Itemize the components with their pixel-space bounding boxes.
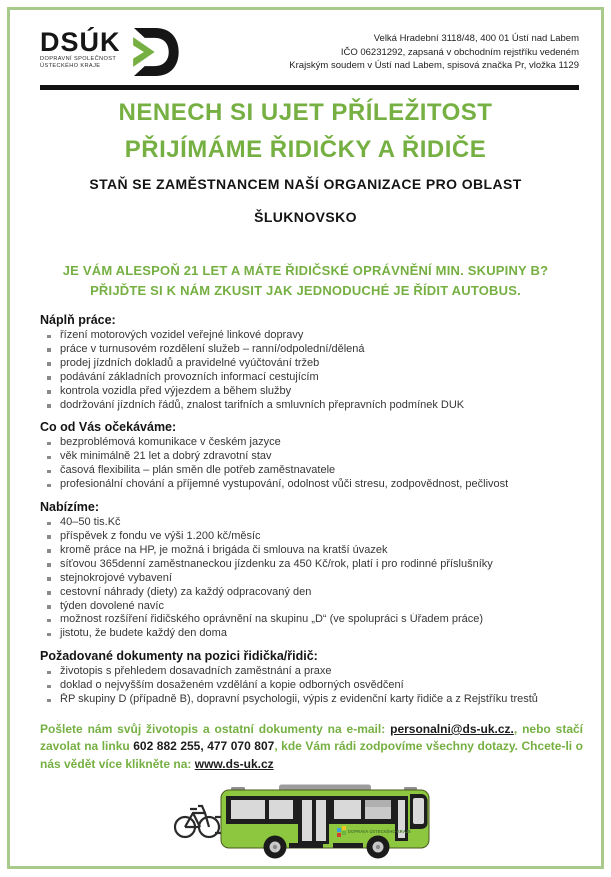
title-line-2: PŘIJÍMÁME ŘIDIČKY A ŘIDIČE: [124, 136, 487, 163]
list-item: doklad o nejvyšším dosaženém vzdělání a kopie odborných osvědčení: [40, 679, 583, 693]
list-item: práce v turnusovém rozdělení služeb – ranní/odpolední/dělená: [40, 343, 583, 357]
dsuk-arrow-logo-icon: [127, 28, 179, 76]
contact-text-3: , kde Vám rádi zodpovíme všechny dotazy. Chcete-li o nás vědět více klikněte na:: [40, 739, 583, 771]
section-heading: Nabízíme:: [40, 500, 100, 515]
section-heading: Požadované dokumenty na pozici řidička/řidič:: [40, 649, 318, 664]
section-nabizime: [40, 500, 583, 641]
phone-numbers: 602 882 255, 477 070 807: [133, 739, 275, 754]
list-item: příspěvek z fondu ve výši 1.200 kč/měsíc: [40, 530, 583, 544]
list-item: bezproblémová komunikace v českém jazyce: [40, 436, 583, 450]
list-item: kromě práce na HP, je možná i brigáda či smlouva na kratší úvazek: [40, 544, 583, 558]
list-item: profesionální chování a příjemné vystupování, odolnost vůči stresu, zodpovědnost, pečlivost: [40, 478, 583, 492]
section-napln-prace: [40, 313, 583, 412]
bullet-list: [40, 516, 583, 641]
contact-paragraph: [40, 721, 583, 774]
subtitle-region: ŠLUKNOVSKO: [254, 209, 357, 225]
contact-text-2: , nebo stačí zavolat na linku: [40, 721, 583, 754]
list-item: životopis s přehledem dosavadních zaměstnání a praxe: [40, 665, 583, 679]
bus-windshield-glass: [413, 798, 424, 824]
list-item: stejnokrojové vybavení: [40, 572, 583, 586]
logo-text: [40, 28, 121, 70]
section-dokumenty: [40, 649, 583, 707]
bus-window-shade: [365, 800, 391, 807]
question-banner: [10, 261, 601, 301]
bus-window: [334, 800, 361, 819]
main-title: [10, 94, 601, 168]
list-item: dodržování jízdních řádů, znalost tarifních a smluvních přepravních podmínek DUK: [40, 399, 583, 413]
address-line-3: Krajským soudem v Ústí nad Labem, spisová značka Pr, vložka 1129: [289, 60, 579, 71]
list-item: řízení motorových vozidel veřejné linkové dopravy: [40, 329, 583, 343]
list-item: síťovou 365denní zaměstnaneckou jízdenku za 450 Kč/rok, platí i pro rodinné příslušníky: [40, 558, 583, 572]
list-item: 40–50 tis.Kč: [40, 516, 583, 530]
company-address: [289, 32, 579, 73]
address-line-2: IČO 06231292, zapsaná v obchodním rejstříku vedeném: [340, 46, 579, 58]
bullet-list: [40, 665, 583, 707]
contact-text-1: Pošlete nám svůj životopis a ostatní dokumenty na e-mail:: [40, 721, 391, 736]
list-item: možnost rozšíření řidičského oprávnění na skupinu „D“ (ve spolupráci s Úřadem práce): [40, 613, 583, 627]
logo-abbr: DSÚK: [40, 27, 121, 57]
bullet-list: [40, 436, 583, 492]
flyer-page: [7, 7, 604, 869]
list-item: jistotu, že budete každý den doma: [40, 627, 583, 641]
list-item: cestovní náhrady (diety) za každý odpracovaný den: [40, 586, 583, 600]
list-item: věk minimálně 21 let a dobrý zdravotní stav: [40, 450, 583, 464]
bus-skirt: [333, 843, 363, 848]
bus-window: [231, 800, 265, 819]
logo-subtitle-1: DOPRAVNÍ SPOLEČNOST: [40, 56, 117, 62]
bus-skirt: [289, 843, 323, 848]
section-heading: Co od Vás očekáváme:: [40, 420, 177, 435]
bus-illustration: [171, 781, 441, 863]
header-divider: [40, 85, 579, 90]
bus-illustration-wrap: [10, 781, 601, 868]
bullet-list: [40, 329, 583, 412]
address-line-1: Velká Hradební 3118/48, 400 01 Ústí nad Labem: [373, 33, 579, 44]
dsuk-logo: [40, 28, 179, 76]
bus-door-glass: [316, 800, 326, 841]
email-link[interactable]: personalni@ds-uk.cz.: [390, 721, 514, 736]
bicycle-icon: [175, 806, 224, 837]
logo-subtitle-2: ÚSTECKÉHO KRAJE: [40, 63, 101, 69]
list-item: časová flexibilita – plán směn dle potřeb zaměstnavatele: [40, 464, 583, 478]
website-link[interactable]: www.ds-uk.cz: [194, 756, 274, 771]
bus-side-logo-text: DOPRAVA ÚSTECKÉHO KRAJE: [347, 829, 411, 835]
question-line-2: PŘIJĎTE SI K NÁM ZKUSIT JAK JEDNODUCHÉ JE ŘÍDIT AUTOBUS.: [90, 283, 521, 298]
section-heading: Náplň práce:: [40, 313, 116, 327]
list-item: kontrola vozidla před výjezdem a během služby: [40, 385, 583, 399]
bus-door-glass: [302, 800, 312, 841]
body-column: [40, 313, 583, 773]
bus-window: [269, 800, 293, 819]
list-item: podávání základních provozních informací cestujícím: [40, 371, 583, 385]
list-item: prodej jízdních dokladů a pravidelné vyúčtování tržeb: [40, 357, 583, 371]
question-line-1: JE VÁM ALESPOŇ 21 LET A MÁTE ŘIDIČSKÉ OPRÁVNĚNÍ MIN. SKUPINY B?: [62, 263, 549, 278]
list-item: ŘP skupiny D (případně B), dopravní psychologii, výpis z evidenční karty řidiče a z Rejstříku trestů: [40, 693, 583, 707]
list-item: týden dovolené navíc: [40, 600, 583, 614]
header: [40, 28, 579, 76]
section-ocekavame: [40, 420, 583, 492]
subtitle-line: STAŇ SE ZAMĚSTNANCEM NAŠÍ ORGANIZACE PRO OBLAST: [89, 176, 522, 192]
title-line-1: NENECH SI UJET PŘÍLEŽITOST: [118, 99, 493, 126]
